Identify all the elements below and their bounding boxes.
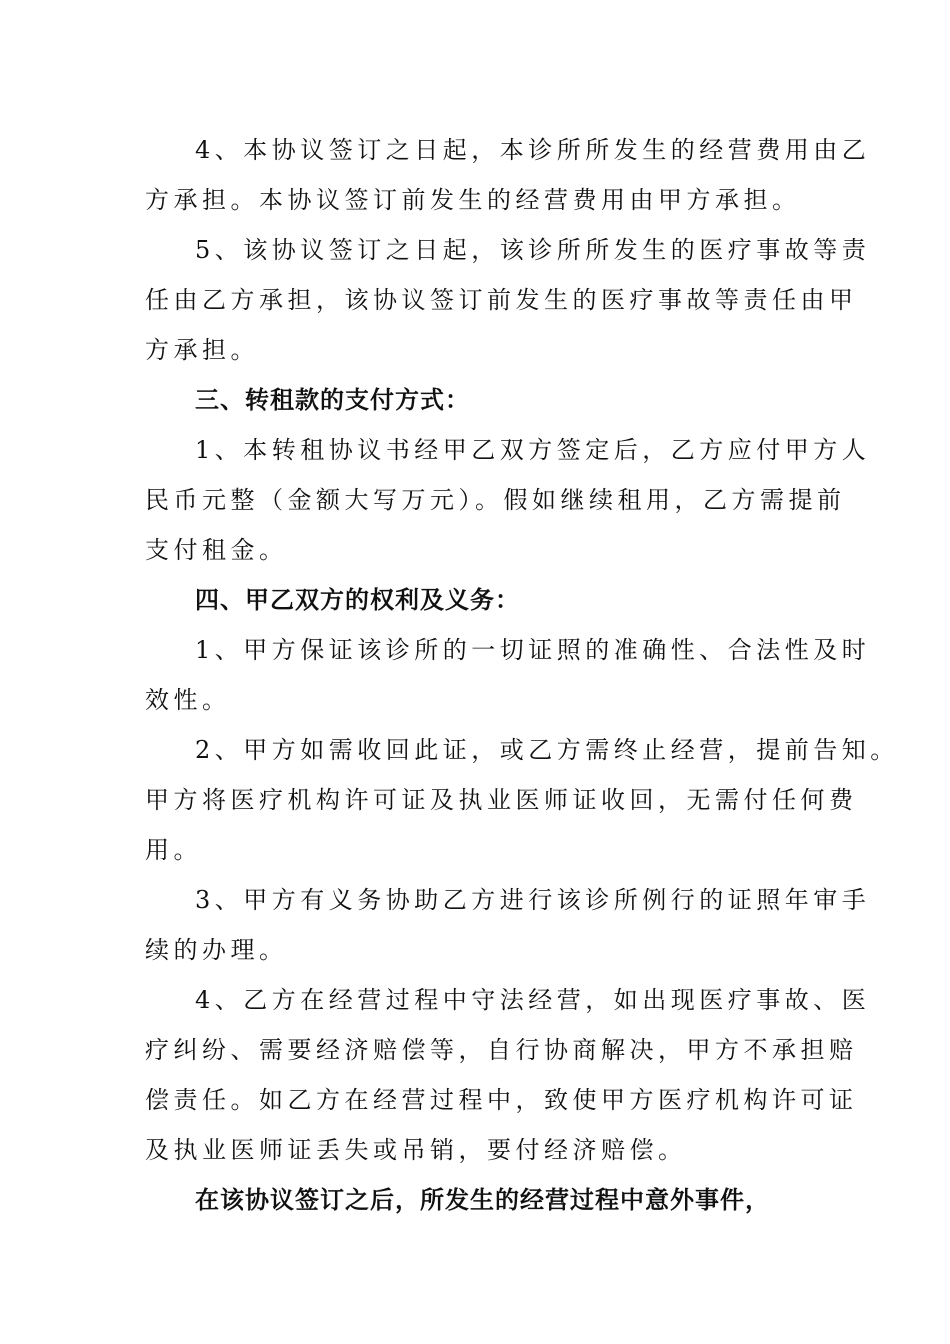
clause-2-5-line-2: 任由乙方承担，该协议签订前发生的医疗事故等责任由甲: [145, 286, 858, 314]
closing-paragraph-line-1: 在该协议签订之后，所发生的经营过程中意外事件，: [195, 1186, 770, 1214]
clause-3-1-line-3: 支付租金。: [145, 536, 288, 564]
clause-4-1-line-1: 1、甲方保证该诊所的一切证照的准确性、合法性及时: [195, 636, 871, 664]
clause-4-4-line-4: 及执业医师证丢失或吊销，要付经济赔偿。: [145, 1136, 687, 1164]
clause-2-4-line-1: 4、本协议签订之日起，本诊所所发生的经营费用由乙: [195, 136, 871, 164]
clause-4-4-line-2: 疗纠纷、需要经济赔偿等，自行协商解决，甲方不承担赔: [145, 1036, 858, 1064]
clause-4-3-line-1: 3、甲方有义务协助乙方进行该诊所例行的证照年审手: [195, 886, 871, 914]
clause-2-4-line-2: 方承担。本协议签订前发生的经营费用由甲方承担。: [145, 186, 801, 214]
clause-4-1-line-2: 效性。: [145, 686, 231, 714]
clause-3-1-line-1: 1、本转租协议书经甲乙双方签定后，乙方应付甲方人: [195, 436, 871, 464]
clause-4-2-line-3: 用。: [145, 836, 202, 864]
clause-4-2-line-1: 2、甲方如需收回此证，或乙方需终止经营，提前告知。: [195, 736, 899, 764]
clause-4-4-line-3: 偿责任。如乙方在经营过程中，致使甲方医疗机构许可证: [145, 1086, 858, 1114]
clause-4-2-line-2: 甲方将医疗机构许可证及执业医师证收回，无需付任何费: [145, 786, 858, 814]
clause-2-5-line-1: 5、该协议签订之日起，该诊所所发生的医疗事故等责: [195, 236, 871, 264]
section-3-heading: 三、转租款的支付方式：: [195, 386, 470, 414]
clause-3-1-line-2: 民币元整（金额大写万元）。假如继续租用，乙方需提前: [145, 486, 846, 514]
clause-4-4-line-1: 4、乙方在经营过程中守法经营，如出现医疗事故、医: [195, 986, 871, 1014]
section-4-heading: 四、甲乙双方的权利及义务：: [195, 586, 520, 614]
clause-4-3-line-2: 续的办理。: [145, 936, 288, 964]
clause-2-5-line-3: 方承担。: [145, 336, 259, 364]
